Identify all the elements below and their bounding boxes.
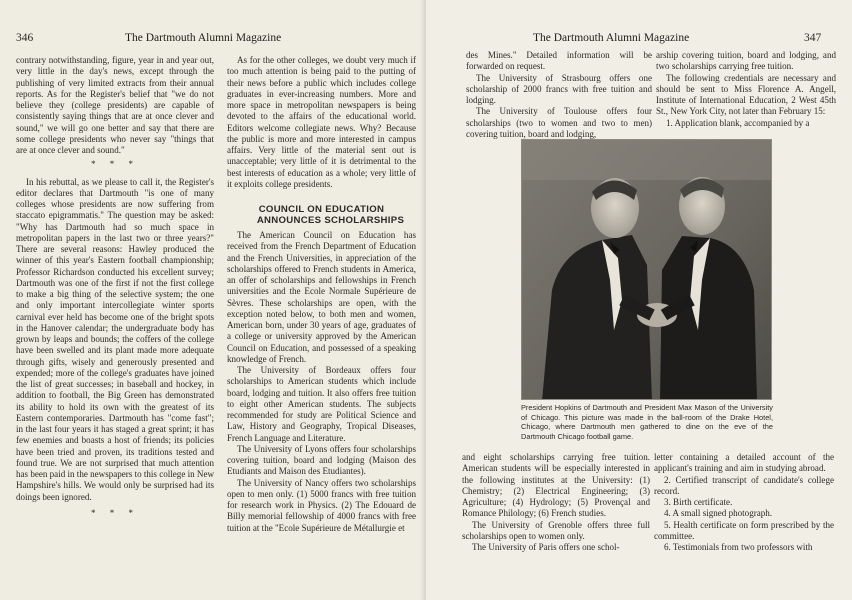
running-head-left: The Dartmouth Alumni Magazine [125, 32, 282, 44]
paragraph: 5. Health certificate on form prescribed by the committee. [654, 519, 834, 541]
right-column-2-bottom [654, 452, 834, 553]
paragraph: 2. Certified transcript of candidate's college record. [654, 474, 834, 496]
page-number-left: 346 [16, 32, 34, 44]
paragraph: des Mines." Detailed information will be forwarded on request. [466, 50, 652, 72]
paragraph: arship covering tuition, board and lodging, and two scholarships carrying free tuition. [656, 50, 836, 72]
page-number-right: 347 [804, 32, 822, 44]
paragraph: The American Council on Education has received from the French Department of Education and the French Universities, in appreciation of the scholarships offered to French students in America, an offer of scholarships and fellowships in French universities and the Ecole Normale Supérieure de Sèvres. These scholarships are open, with the exception noted below, to both men and women, American born, under 30 years of age, graduates of a college or university approved by the American Council on Education, and possessed of a speaking knowledge of French. [227, 230, 416, 364]
article-title [227, 204, 416, 226]
paragraph: The University of Nancy offers two scholarships open to men only. (1) 5000 francs with free tuition for research work in Physics. (2) The Edouard de Billy memorial fellowship of 4000 francs with free tuition at the "Ecole Supérieure de Métallurgie et [227, 477, 416, 533]
paragraph: 3. Birth certificate. [664, 497, 733, 507]
photograph [521, 139, 772, 400]
paragraph: The University of Strasbourg offers one scholarship of 2000 francs with free tuition and lodging. [466, 72, 652, 105]
right-column-1-top [466, 50, 652, 140]
paragraph: 6. Testimonials from two professors with [664, 542, 813, 552]
left-column-2 [227, 55, 416, 534]
left-column-1 [16, 55, 214, 525]
paragraph: The University of Bordeaux offers four scholarships to American students which include board, lodging and tuition. It also offers free tuition to eight other American students. The subjects recommended for study are Political Science and Law, History and Geography, Tropical Diseases, French Language and Literature. [227, 365, 416, 443]
paragraph: The University of Paris offers one schol- [472, 542, 620, 552]
paragraph: The following credentials are necessary and should be sent to Miss Florence A. Angell, Institute of International Education, 2 West 45th St., New York City, not later than February 15: [656, 72, 836, 117]
running-head-right: The Dartmouth Alumni Magazine [533, 32, 690, 44]
paragraph: The University of Grenoble offers three full scholarships open to women only. [462, 519, 650, 541]
two-men-shaking-hands-photo [522, 140, 772, 400]
paragraph: In his rebuttal, as we please to call it, the Register's editor declares that Dartmouth "is one of many colleges whose presidents are now suffering from staccato epigrammatis." The question may be asked: "Why has Dartmouth had so much space in metropolitan papers in the last two or three years?" There are several reasons: Hawley produced the winner of this year's Eastern football championship; Professor Richardson conducted his excellent survey; Dartmouth was one of the first if not the first college to make a big thing of the selective system; the one and only important intercollegiate winter sports carnival ever held has become one of the bright spots in the Hanover calendar; the undergraduate body has grown by leaps and bounds; the coffers of the college have been swelled and its plant made more adequate through gifts, wisely and generously presented and expended; more of the college's graduates have joined the list of great successes; in baseball and hockey, in addition to football, the Big Green has demonstrated its ability to hold its own with the greatest of its Eastern contemporaries. Dartmouth has "come fast"; in the last four years it has staged a great sprint; it has few enemies and boasts a host of friends; its policies have been tried and proven, its traditions tested and found true. We are not surprised that much attention has been paid in the newspapers to this college in New Hampshire's hills. We would only be surprised had its doings been ignored. [16, 176, 214, 502]
right-column-2-top [656, 50, 836, 129]
paragraph: 1. Application blank, accompanied by a [666, 117, 810, 128]
article-title-line: COUNCIL ON EDUCATION [258, 204, 385, 215]
section-divider-stars: * * * [91, 507, 139, 518]
section-divider-stars: * * * [91, 159, 139, 170]
paragraph: 4. A small signed photograph. [664, 508, 773, 519]
paragraph: As for the other colleges, we doubt very much if too much attention is being paid to the putting of their news before a public which includes college graduates in ever-increasing numbers. More and more space in metropolitan newspapers is being devoted to the affairs of the educational world. Editors welcome collegiate news. Why? Because the public is more and more interested in campus affairs. Very little of the material sent out is unacceptable; very little of it is detrimental to the best interests of education as a whole; very little of it exploits college presidents. [227, 55, 416, 189]
paragraph: and eight scholarships carrying free tuition. American students will be especially interested in the following institutes at the University: (1) Chemistry; (2) Electrical Engineering; (3) Agriculture; (4) Hydrology; (5) Provençal and Romance Philology; (6) French studies. [462, 452, 650, 519]
article-title-line: ANNOUNCES SCHOLARSHIPS [256, 215, 405, 226]
paragraph: contrary notwithstanding, figure, year in and year out, very little in the day's news, except through the publishing of very limited extracts from their annual reports. As for the Register's belief that "we do not believe they (college presidents) are capable of consistently saying things that are at once clever and sound," we will go one better and say that there are some college presidents who never say "things that are at once clever and sound." [16, 55, 214, 155]
paragraph: The University of Lyons offers four scholarships covering tuition, board and lodging (Maison des Etudiants and Maison des Etudiantes). [227, 443, 416, 477]
right-column-1-bottom [462, 452, 650, 553]
paragraph: The University of Toulouse offers four scholarships (two to women and two to men) covering tuition, board and lodging, [466, 106, 652, 139]
paragraph: letter containing a detailed account of the applicant's training and aim in studying abroad. [654, 452, 834, 474]
photo-caption: President Hopkins of Dartmouth and President Max Mason of the University of Chicago. This picture was made in the ball-room of the Drake Hotel, Chicago, where Dartmouth men gathered to dine on the eve of the Dartmouth Chicago football game. [521, 403, 773, 442]
